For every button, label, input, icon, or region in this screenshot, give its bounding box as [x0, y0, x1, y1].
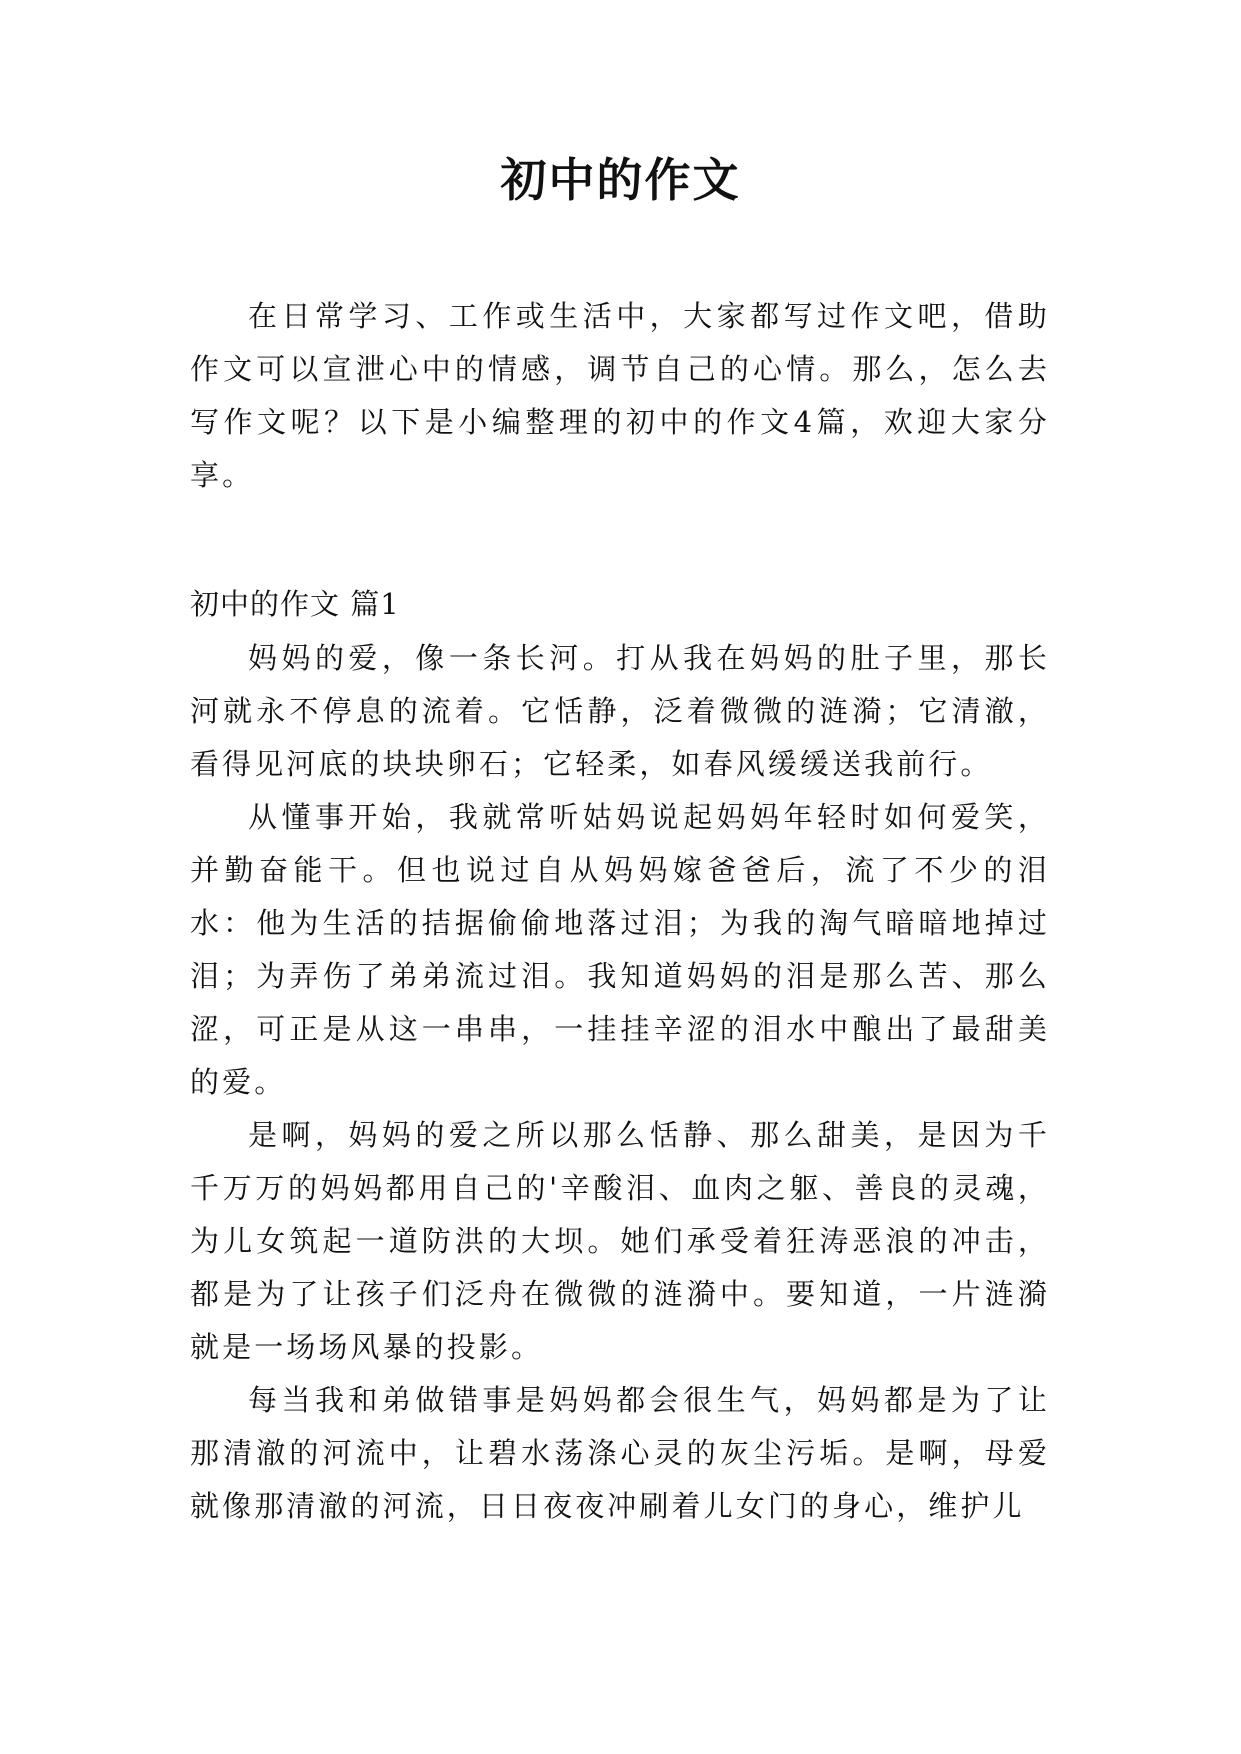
document-title: 初中的作文 [500, 153, 741, 207]
intro-section [190, 290, 1050, 502]
section-body [190, 632, 1050, 1533]
body-paragraph-1: 妈妈的爱，像一条长河。打从我在妈妈的肚子里，那长河就永不停息的流着。它恬静，泛着微微的涟漪；它清澈，看得见河底的块块卵石；它轻柔，如春风缓缓送我前行。 [190, 641, 1050, 781]
body-paragraph-2: 从懂事开始，我就常听姑妈说起妈妈年轻时如何爱笑，并勤奋能干。但也说过自从妈妈嫁爸爸后，流了不少的泪水：他为生活的拮据偷偷地落过泪；为我的淘气暗暗地掉过泪；为弄伤了弟弟流过泪。我知道妈妈的泪是那么苦、那么涩，可正是从这一串串，一挂挂辛涩的泪水中酿出了最甜美的爱。 [190, 800, 1050, 1099]
section-heading: 初中的作文 篇1 [190, 587, 400, 621]
body-paragraph-3: 是啊，妈妈的爱之所以那么恬静、那么甜美，是因为千千万万的妈妈都用自己的'辛酸泪、血肉之躯、善良的灵魂，为儿女筑起一道防洪的大坝。她们承受着狂涛恶浪的冲击，都是为了让孩子们泛舟在微微的涟漪中。要知道，一片涟漪就是一场场风暴的投影。 [190, 1118, 1050, 1364]
body-paragraph-4: 每当我和弟做错事是妈妈都会很生气，妈妈都是为了让那清澈的河流中，让碧水荡涤心灵的灰尘污垢。是啊，母爱就像那清澈的河流，日日夜夜冲刷着儿女门的身心，维护儿 [190, 1383, 1050, 1523]
intro-paragraph: 在日常学习、工作或生活中，大家都写过作文吧，借助作文可以宣泄心中的情感，调节自己的心情。那么，怎么去写作文呢？以下是小编整理的初中的作文4篇，欢迎大家分享。 [190, 299, 1050, 492]
